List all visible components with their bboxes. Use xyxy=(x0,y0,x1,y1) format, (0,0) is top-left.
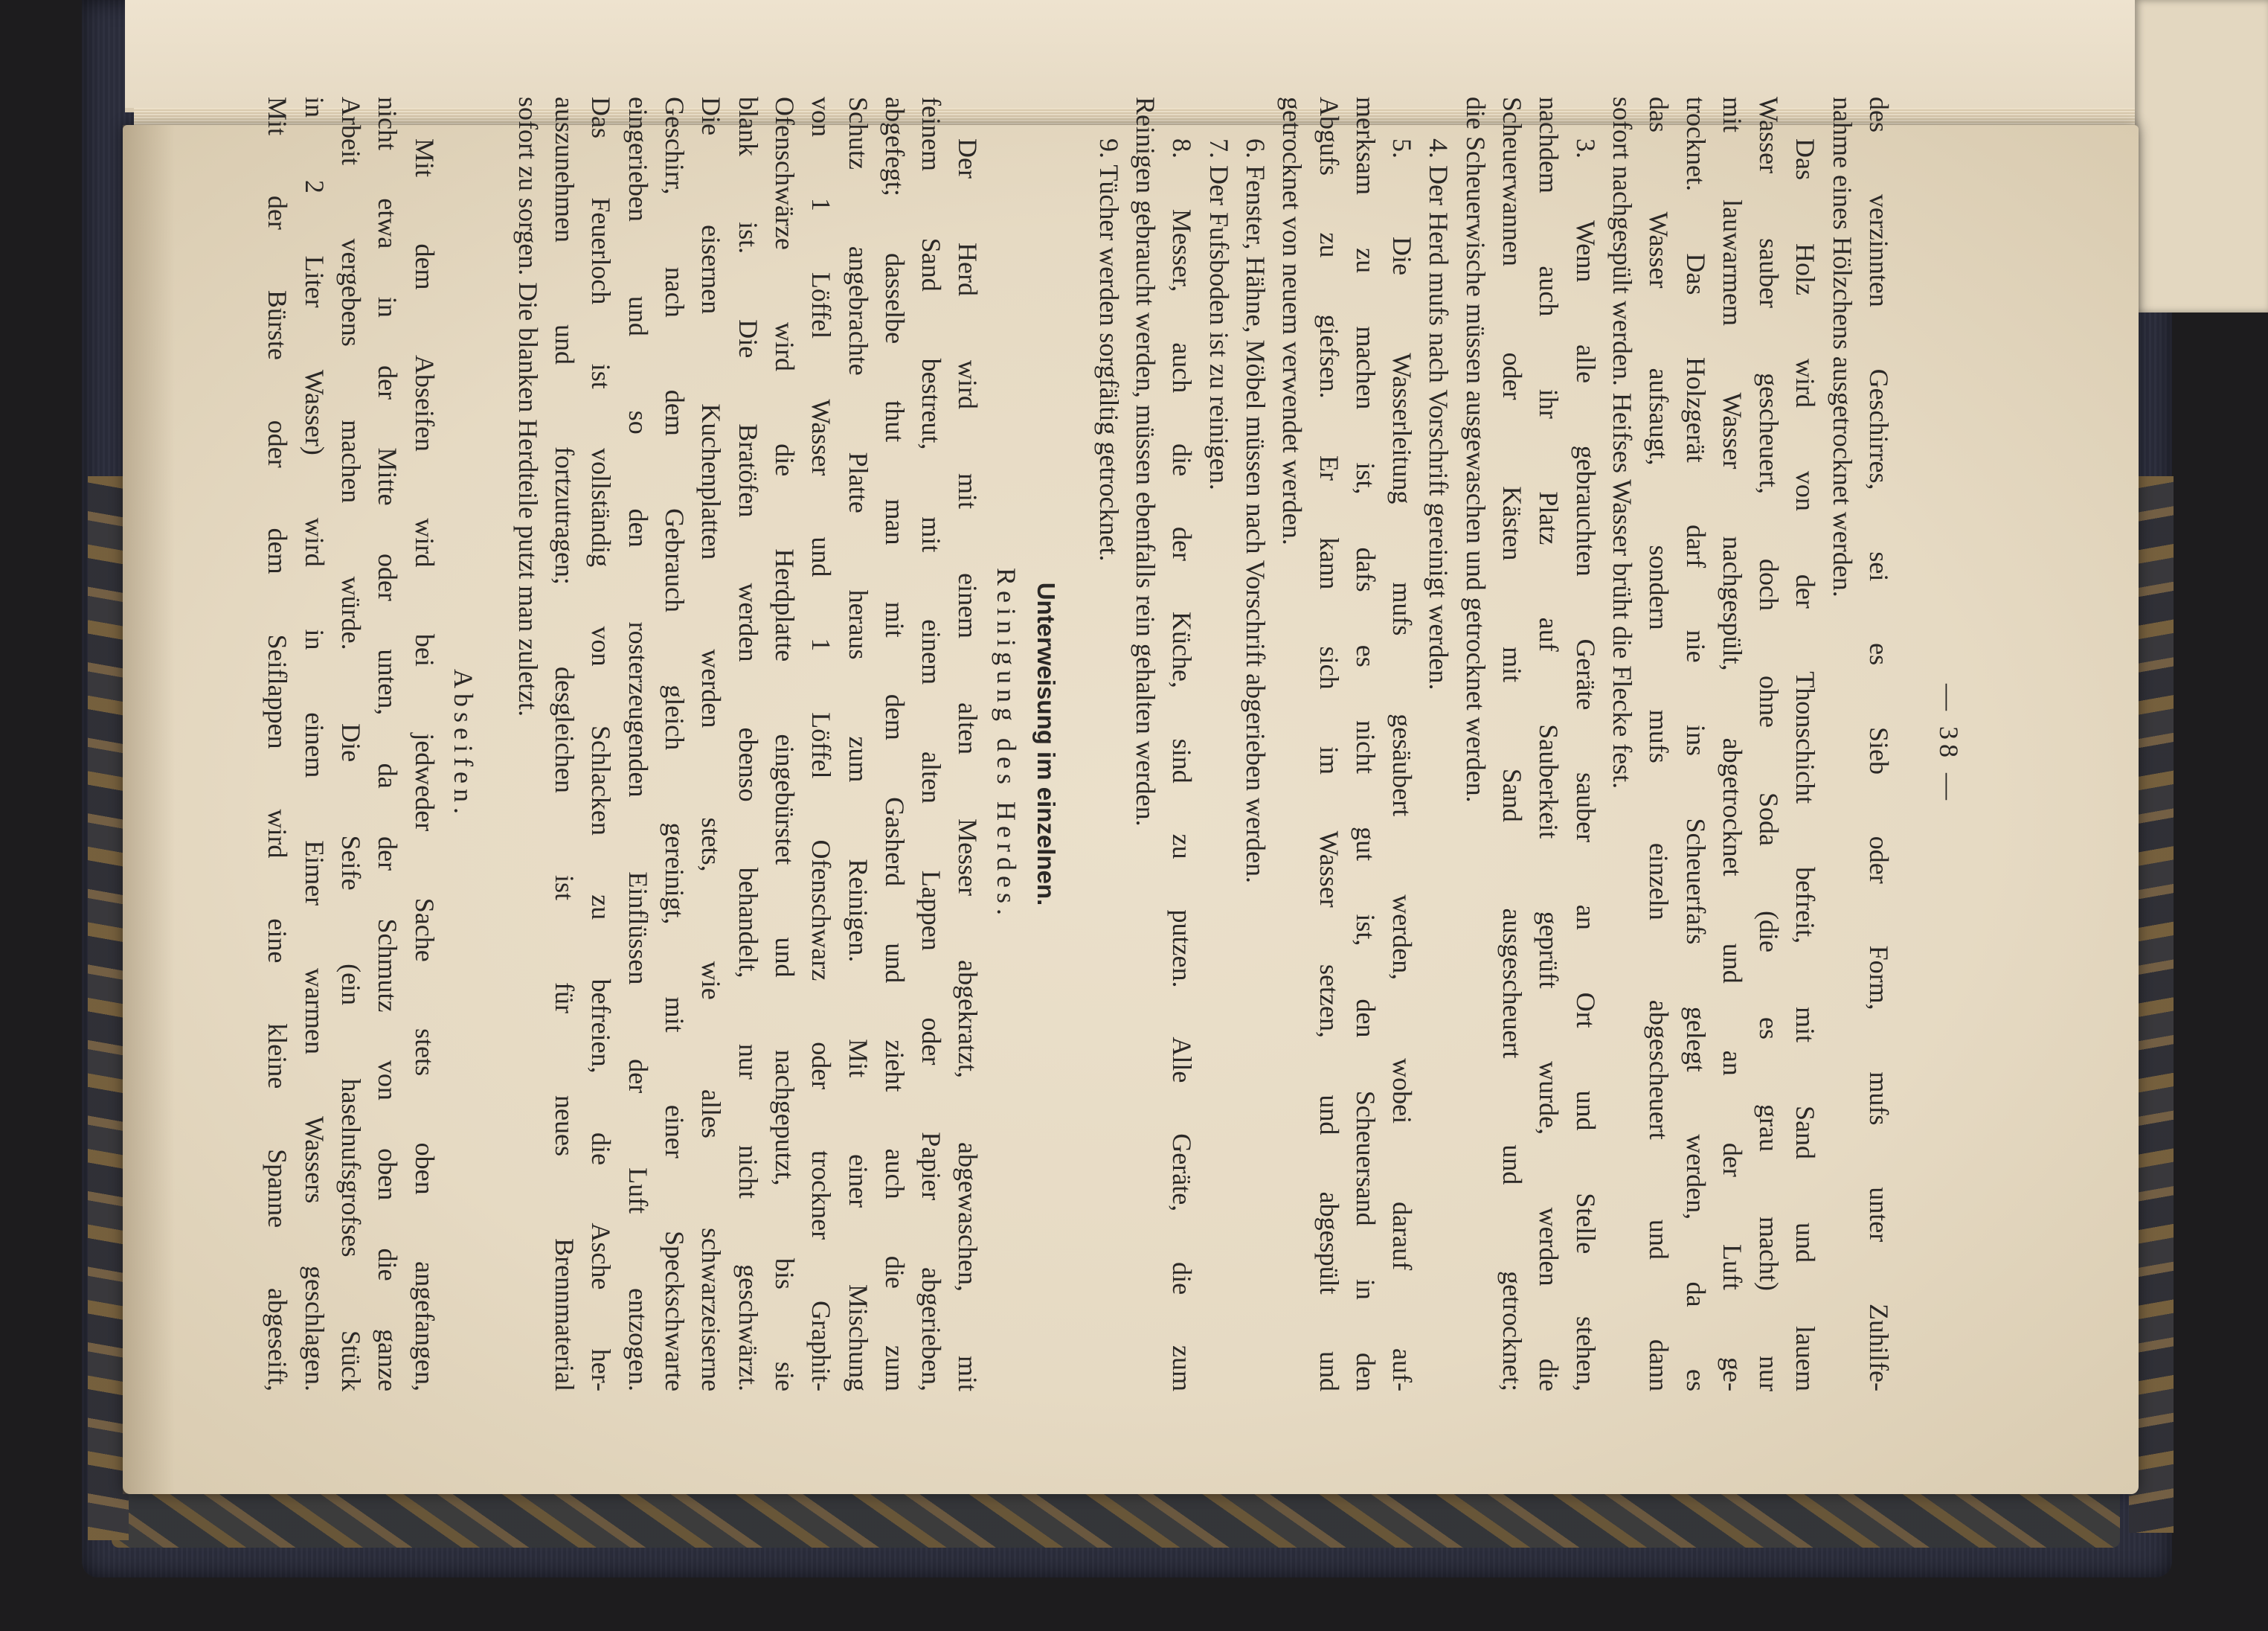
text-line: Wasser sauber gescheuert, doch ohne Soda (die es grau macht) nur xyxy=(1754,97,1784,1391)
text-line: 4. Der Herd mufs nach Vorschrift gereinigt werden. xyxy=(1424,138,1454,690)
text-line: 9. Tücher werden sorgfältig getrocknet. xyxy=(1093,138,1124,562)
text-line: Der Herd wird mit einem alten Messer abgekratzt, abgewaschen, mit xyxy=(953,138,983,1391)
text-line: Die eisernen Kuchenplatten werden stets, wie alles schwarzeiserne xyxy=(696,97,727,1391)
text-line: blank ist. Die Bratöfen werden ebenso behandelt, nur nicht geschwärzt. xyxy=(733,97,763,1391)
paragraphs-part-2 xyxy=(510,97,986,1391)
text-line: eingerieben und so den rosterzeugenden Einflüssen der Luft entzogen. xyxy=(623,97,653,1391)
text-line: Mit dem Abseifen wird bei jedweder Sache stets oben angefangen, xyxy=(409,138,440,1391)
text-line: auszunehmen und fortzutragen; desgleichen ist für neues Brennmaterial xyxy=(550,97,580,1391)
page-number-header: — 38 — xyxy=(1934,684,1964,804)
text-line: das Wasser aufsaugt, sondern mufs einzeln abgescheuert und dann xyxy=(1644,97,1674,1391)
subheading-abseifen: Abseifen. xyxy=(448,669,478,819)
text-line: Geschirr, nach dem Gebrauch gleich gereinigt, mit einer Speckschwarte xyxy=(660,97,690,1391)
text-line: nahme eines Hölzchens ausgetrocknet werden. xyxy=(1827,97,1857,597)
text-line: merksam zu machen ist, dafs es nicht gut ist, den Scheuersand in den xyxy=(1350,97,1381,1391)
text-line: von 1 Löffel Wasser und 1 Löffel Ofenschwarz oder trockner Graphit- xyxy=(806,97,837,1391)
adjacent-page-strip xyxy=(2135,0,2268,313)
text-line: des verzinnten Geschirres, sei es Sieb oder Form, mufs unter Zuhilfe- xyxy=(1864,97,1894,1391)
spacer xyxy=(1064,97,1090,1391)
facing-page xyxy=(125,0,2141,112)
text-line: Schutz angebrachte Platte heraus zum Reinigen. Mit einer Mischung xyxy=(843,97,873,1391)
text-line: nachdem auch ihr Platz auf Sauberkeit geprüft wurde, werden die xyxy=(1534,97,1564,1391)
text-line: sofort nachgespült werden. Heifses Wasser brüht die Flecke fest. xyxy=(1607,97,1637,789)
text-line: abgefegt; dasselbe thut man mit dem Gasherd und zieht auch die zum xyxy=(879,97,910,1391)
text-line: 8. Messer, auch die der Küche, sind zu putzen. Alle Geräte, die zum xyxy=(1167,138,1198,1391)
text-line: Das Feuerloch ist vollständig von Schlacken zu befreien, die Asche her- xyxy=(586,97,617,1391)
text-line: feinem Sand bestreut, mit einem alten Lappen oder Papier abgerieben, xyxy=(916,97,947,1391)
paragraphs-part-3 xyxy=(259,97,442,1391)
paragraphs-part-1 xyxy=(1090,97,1897,1391)
text-line: Arbeit vergebens machen würde. Die Seife (ein haselnufsgrofses Stück xyxy=(336,97,367,1391)
text-line: Mit der Bürste oder dem Seiflappen wird eine kleine Spanne abgeseift, xyxy=(263,97,293,1391)
page-text-block xyxy=(238,97,1971,1391)
text-line: sofort zu sorgen. Die blanken Herdteile putzt man zuletzt. xyxy=(513,97,543,717)
text-line: mit lauwarmem Wasser nachgespült, abgetrocknet und an der Luft ge- xyxy=(1717,97,1747,1391)
text-line: nicht etwa in der Mitte oder unten, da der Schmutz von oben die ganze xyxy=(373,97,403,1391)
text-line: 6. Fenster, Hähne, Möbel müssen nach Vorschrift abgerieben werden. xyxy=(1240,138,1270,883)
text-line: die Scheuerwische müssen ausgewaschen und getrocknet werden. xyxy=(1460,97,1491,803)
text-line: 3. Wenn alle gebrauchten Geräte sauber an Ort und Stelle stehen, xyxy=(1570,138,1601,1391)
text-line: in 2 Liter Wasser) wird in einem Eimer warmen Wassers geschlagen. xyxy=(299,97,330,1391)
text-line: Scheuerwannen oder Kästen mit Sand ausgescheuert und getrocknet; xyxy=(1497,97,1528,1391)
text-line: Reinigen gebraucht werden, müssen ebenfalls rein gehalten werden. xyxy=(1131,97,1161,827)
text-line: Das Holz wird von der Thonschicht befreit, mit Sand und lauem xyxy=(1790,138,1821,1391)
spacer xyxy=(484,97,510,1391)
text-line: getrocknet von neuem verwendet werden. xyxy=(1277,97,1308,545)
text-line: 7. Der Fufsboden ist zu reinigen. xyxy=(1204,138,1234,490)
text-line: Ofenschwärze wird die Herdplatte eingebürstet und nachgeputzt, bis sie xyxy=(769,97,800,1391)
subheading-herd: Reinigung des Herdes. xyxy=(992,568,1022,920)
text-line: 5. Die Wasserleitung mufs gesäubert werden, wobei darauf auf- xyxy=(1387,138,1418,1391)
text-line: trocknet. Das Holzgerät darf nie ins Scheuerfafs gelegt werden, da es xyxy=(1680,97,1711,1391)
section-heading: Unterweisung im einzelnen. xyxy=(1032,582,1061,906)
text-line: Abgufs zu giefsen. Er kann sich im Wasser setzen, und abgespült und xyxy=(1314,97,1344,1391)
